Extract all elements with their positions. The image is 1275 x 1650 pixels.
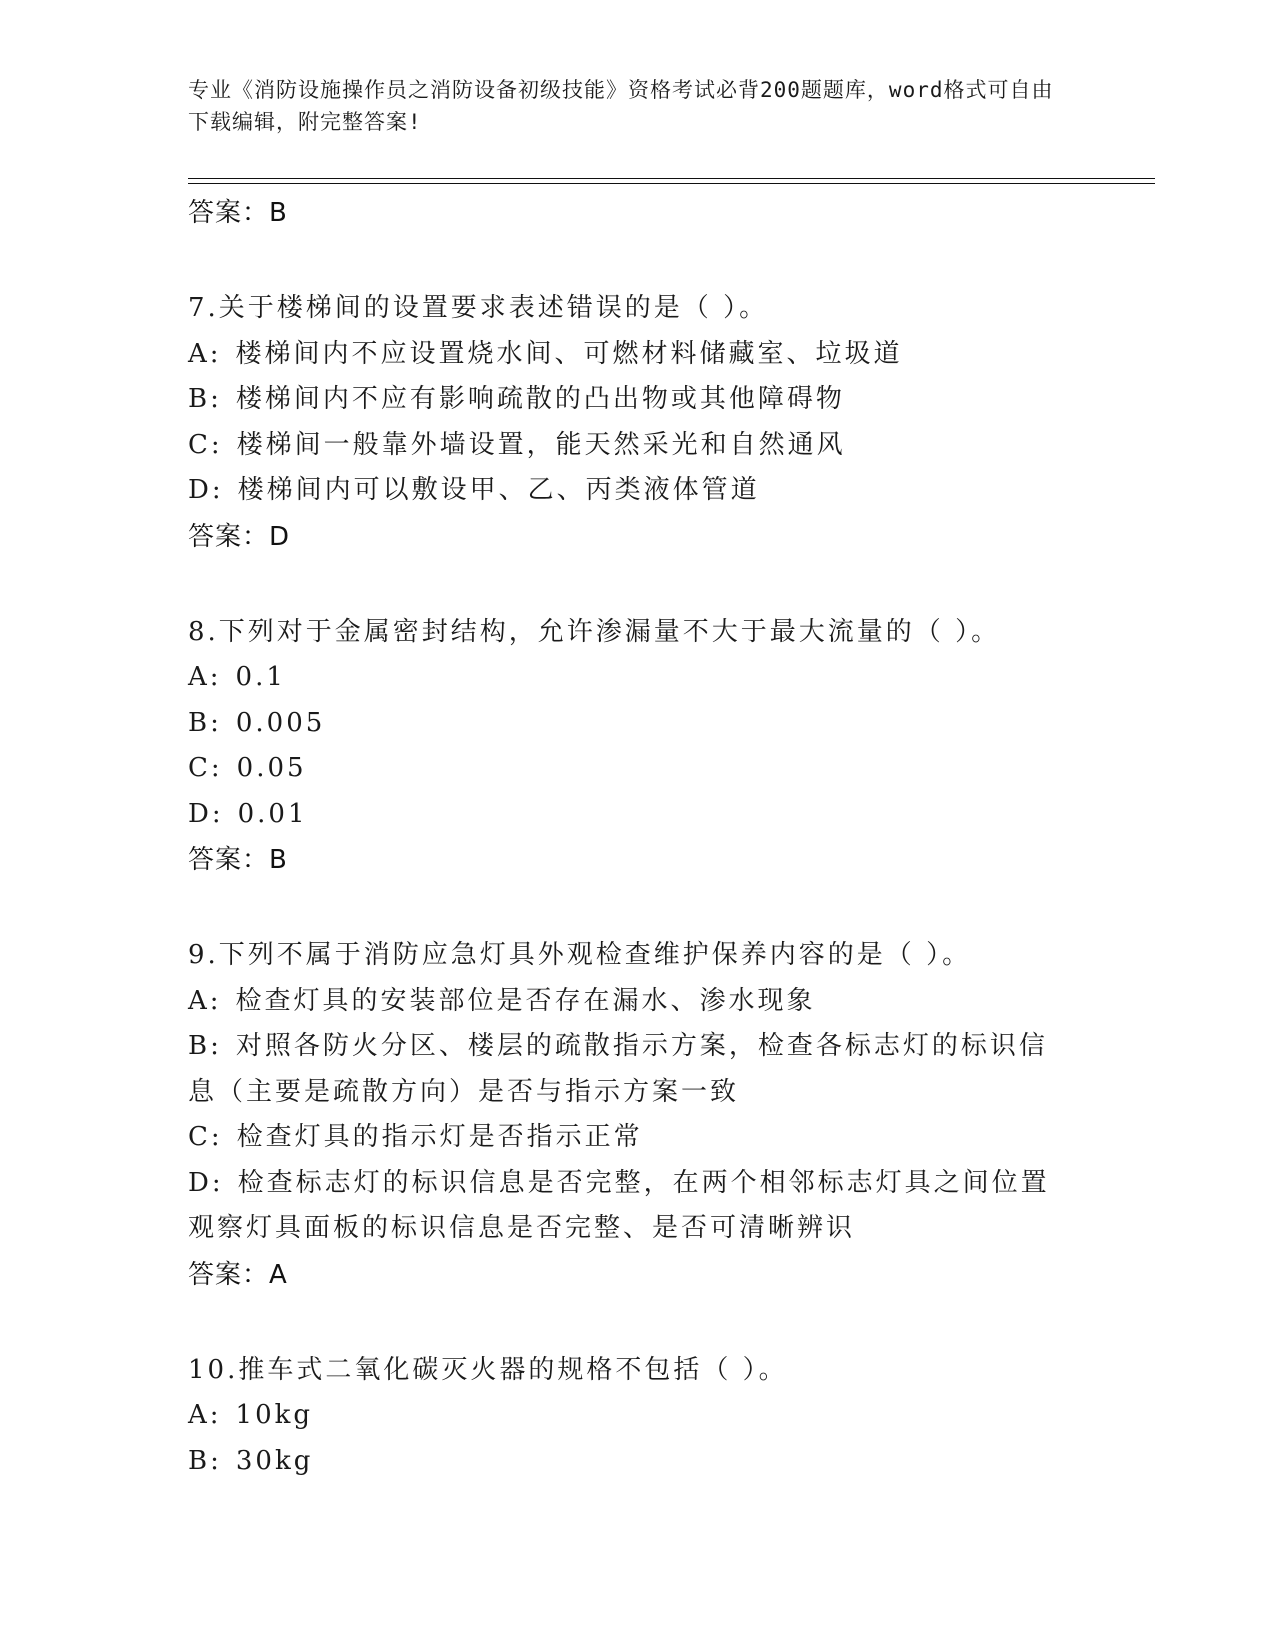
option-a [188,1393,1088,1439]
option-text: 10kg [235,1400,314,1430]
option-d [188,792,1088,838]
option-key: A: [188,985,222,1016]
option-text: 楼梯间内可以敷设甲、乙、丙类液体管道 [237,475,760,505]
question-block [188,1348,1088,1485]
option-d [188,468,1088,514]
question-stem: 10.推车式二氧化碳灭火器的规格不包括（ ）。 [188,1354,788,1385]
header-divider-top [188,178,1155,179]
option-a [188,655,1088,701]
option-a [188,979,1088,1025]
document-header: 专业《消防设施操作员之消防设备初级技能》资格考试必背200题题库，word格式可自由下载编辑，附完整答案! [188,78,1054,134]
answer-line: 答案：D [188,521,291,552]
option-b [188,1024,1068,1115]
option-text: 0.1 [235,662,286,692]
option-key: B: [188,1445,222,1476]
question-stem: 9.下列不属于消防应急灯具外观检查维护保养内容的是（ ）。 [188,940,972,970]
question-block [188,286,1088,560]
answer-line: 答案：B [188,198,288,228]
option-key: D: [188,1167,224,1198]
option-text: 0.005 [235,707,326,738]
option-b [188,377,1088,423]
option-b [188,1439,1088,1485]
option-key: D: [188,798,224,829]
header-divider-bottom [188,183,1155,184]
option-text: 检查灯具的安装部位是否存在漏水、渗水现象 [235,985,816,1016]
option-key: C: [188,429,223,460]
option-key: C: [188,1122,223,1152]
option-d [188,1161,1068,1252]
option-key: A: [188,1400,222,1430]
option-text: 楼梯间内不应设置烧水间、可燃材料储藏室、垃圾道 [235,338,903,369]
option-text: 楼梯间内不应有影响疏散的凸出物或其他障碍物 [235,384,845,414]
option-key: B: [188,1031,222,1061]
option-b [188,701,1088,747]
option-text: 0.05 [236,753,307,783]
option-text: 检查标志灯的标识信息是否完整，在两个相邻标志灯具之间位置观察灯具面板的标识信息是否完整、是否可清晰辨识 [188,1167,1050,1243]
option-key: B: [188,707,222,738]
option-a [188,332,1088,378]
option-c [188,423,1088,469]
question-stem: 8.下列对于金属密封结构，允许渗漏量不大于最大流量的（ ）。 [188,616,1001,647]
option-text: 检查灯具的指示灯是否指示正常 [236,1122,643,1152]
option-key: B: [188,384,222,414]
option-key: A: [188,338,222,369]
option-text: 30kg [235,1445,314,1476]
option-key: D: [188,475,224,505]
option-key: C: [188,753,223,783]
answer-line: 答案：A [188,1259,288,1290]
question-list [188,190,1088,1484]
option-text: 楼梯间一般靠外墙设置，能天然采光和自然通风 [236,429,846,460]
option-key: A: [188,662,222,692]
question-block [188,933,1088,1298]
question-block [188,610,1088,884]
answer-line: 答案：B [188,845,288,875]
question-stem: 7.关于楼梯间的设置要求表述错误的是（ ）。 [188,293,769,323]
option-text: 对照各防火分区、楼层的疏散指示方案，检查各标志灯的标识信息（主要是疏散方向）是否与指示方案一致 [188,1031,1048,1107]
option-c [188,746,1088,792]
option-text: 0.01 [237,798,308,829]
option-c [188,1115,1088,1161]
